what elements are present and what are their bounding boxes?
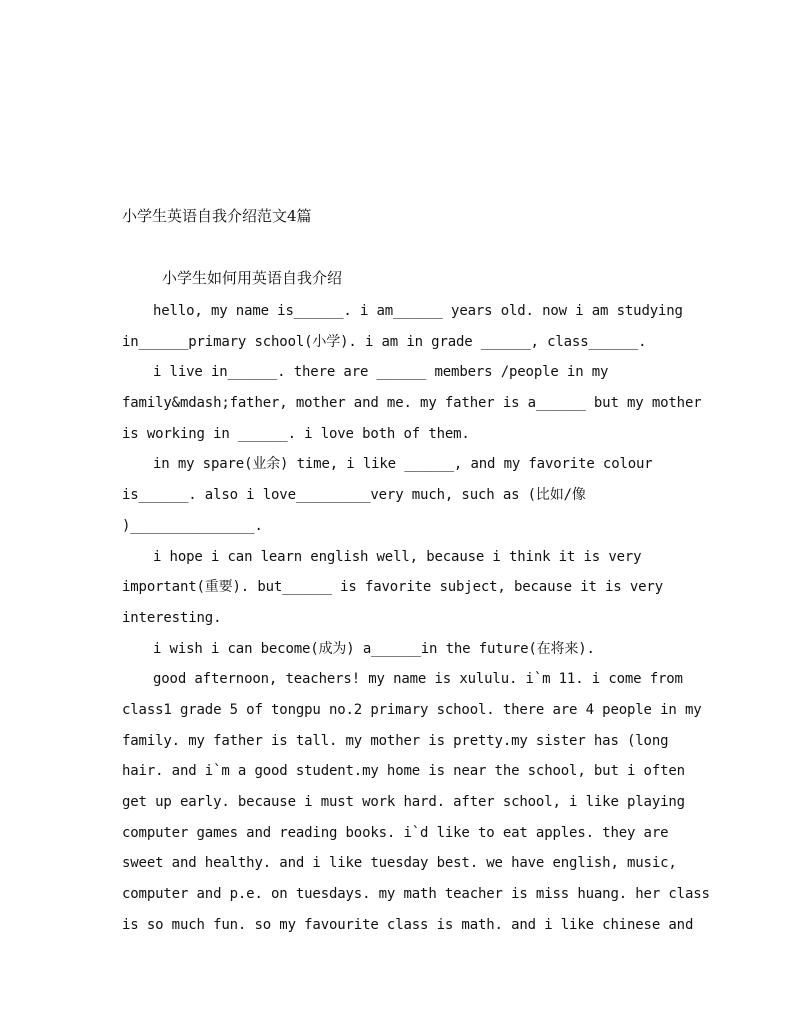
text-line: is______. also i love_________very much, such as (比如/像 (122, 487, 586, 504)
text-line: interesting. (122, 609, 222, 626)
text-line: is so much fun. so my favourite class is math. and i like chinese and (122, 916, 694, 933)
text-line: in______primary school(小学). i am in grade ______, class______. (122, 333, 647, 350)
text-line: family. my father is tall. my mother is pretty.my sister has (long (122, 732, 669, 749)
text-line: in my spare(业余) time, i like ______, and my favorite colour (153, 456, 653, 473)
text-line: )_______________. (122, 517, 263, 534)
text-line: family&mdash;father, mother and me. my father is a______ but my mother (122, 395, 702, 412)
text-line: class1 grade 5 of tongpu no.2 primary school. there are 4 people in my (122, 701, 702, 718)
text-line: is working in ______. i love both of them. (122, 425, 470, 442)
text-line: hair. and i`m a good student.my home is near the school, but i often (122, 763, 685, 780)
text-line: hello, my name is______. i am______ years old. now i am studying (153, 303, 683, 319)
body-text (122, 296, 722, 940)
text-line: important(重要). but______ is favorite subject, because it is very (122, 579, 663, 596)
section-heading: 小学生如何用英语自我介绍 (162, 269, 343, 287)
text-line: get up early. because i must work hard. after school, i like playing (122, 794, 685, 810)
document-title: 小学生英语自我介绍范文4篇 (122, 207, 312, 225)
text-line: computer and p.e. on tuesdays. my math teacher is miss huang. her class (122, 886, 710, 903)
text-line: i wish i can become(成为) a______in the future(在将来). (153, 640, 595, 657)
text-line: good afternoon, teachers! my name is xululu. i`m 11. i come from (153, 671, 683, 688)
text-line: i live in______. there are ______ members /people in my (153, 364, 609, 381)
text-line: sweet and healthy. and i like tuesday best. we have english, music, (122, 855, 677, 872)
text-line: computer games and reading books. i`d like to eat apples. they are (122, 824, 669, 841)
text-line: i hope i can learn english well, because i think it is very (153, 548, 642, 565)
